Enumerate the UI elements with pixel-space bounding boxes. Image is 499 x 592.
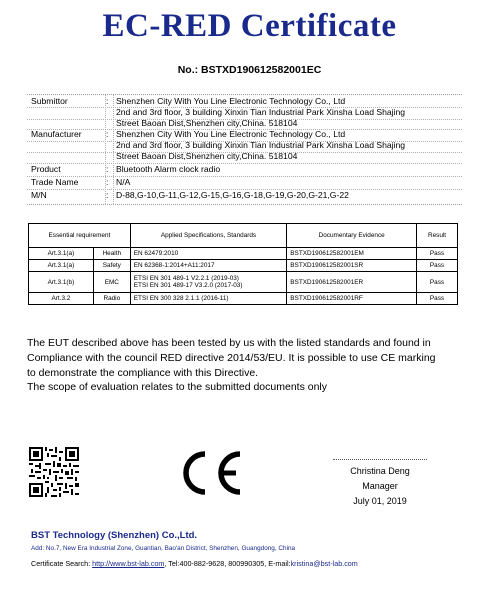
cell-article: Art.3.1(b) — [29, 272, 94, 293]
statement-line: to demonstrate the compliance with this Directive. — [27, 366, 259, 379]
cell-category: Health — [93, 248, 130, 260]
website-link[interactable]: http://www.bst-lab.com — [92, 559, 165, 568]
info-value-line: Street Baoan Dist,Shenzhen city,China. 518104 — [116, 151, 298, 161]
cell-category: Radio — [93, 293, 130, 305]
header-applied-specifications: Applied Specifications, Standards — [130, 224, 287, 248]
info-separator: : — [106, 177, 109, 187]
info-block — [27, 94, 462, 205]
requirements-table — [28, 223, 458, 305]
cell-evidence: BSTXD190612582001RF — [287, 293, 417, 305]
cell-category: EMC — [93, 272, 130, 293]
info-label: M/N — [31, 190, 47, 200]
compliance-statement — [27, 336, 472, 395]
cell-article: Art.3.1(a) — [29, 248, 94, 260]
cell-result: Pass — [417, 260, 458, 272]
info-value-line: Street Baoan Dist,Shenzhen city,China. 518104 — [116, 118, 298, 128]
table-row — [29, 260, 458, 272]
cell-result: Pass — [417, 248, 458, 260]
info-separator: : — [106, 96, 109, 106]
statement-line: The scope of evaluation relates to the submitted documents only — [27, 381, 328, 394]
cell-standards: EN 62479:2010 — [130, 248, 287, 260]
table-row — [29, 272, 458, 293]
info-value-line: N/A — [116, 177, 131, 187]
table-row — [29, 248, 458, 260]
info-value-line: D-88,G-10,G-11,G-12,G-15,G-16,G-18,G-19,G-20,G-21,G-22 — [116, 190, 349, 200]
cell-article: Art.3.1(a) — [29, 260, 94, 272]
info-value-line: Shenzhen City With You Line Electronic Technology Co., Ltd — [116, 129, 346, 139]
cell-evidence: BSTXD190612582001EM — [287, 248, 417, 260]
certificate-search — [31, 559, 358, 568]
statement-line: The EUT described above has been tested by us with the listed standards and found in — [27, 337, 431, 349]
cell-result: Pass — [417, 293, 458, 305]
company-name: BST Technology (Shenzhen) Co.,Ltd. — [31, 530, 198, 541]
contact-tel: , Tel:400-882-9628, 800990305, E-mail: — [164, 559, 291, 568]
info-value-line: 2nd and 3rd floor, 3 building Xinxin Tian Industrial Park Xinsha Load Shajing — [116, 107, 406, 117]
signature-date: July 01, 2019 — [353, 496, 407, 506]
info-label: Product — [31, 164, 61, 174]
email-link[interactable]: kristina@bst-lab.com — [290, 559, 358, 568]
company-address: Add: No.7, New Era Industrial Zone, Guantian, Bao'an District, Shenzhen, Guangdong, China — [31, 545, 296, 552]
certificate-number: No.: BSTXD190612582001EC — [177, 64, 322, 76]
ce-mark-icon — [178, 450, 244, 496]
search-label: Certificate Search: — [31, 559, 91, 568]
header-result: Result — [417, 224, 458, 248]
cell-standards: EN 62368-1:2014+A11:2017 — [130, 260, 287, 272]
cell-standards: ETSI EN 300 328 2.1.1 (2016-11) — [130, 293, 287, 305]
info-separator: : — [106, 190, 109, 200]
cell-result: Pass — [417, 272, 458, 293]
cell-article: Art.3.2 — [29, 293, 94, 305]
table-row — [29, 293, 458, 305]
signature-line — [333, 459, 427, 460]
standard-line: ETSI EN 301 489-1 V2.2.1 (2019-03) — [133, 275, 239, 282]
info-separator: : — [106, 129, 109, 139]
cell-category: Safety — [93, 260, 130, 272]
header-essential-requirement: Essential requirement — [29, 224, 131, 248]
cell-evidence: BSTXD190612582001SR — [287, 260, 417, 272]
cell-standards — [130, 272, 287, 293]
info-value-line: Bluetooth Alarm clock radio — [116, 164, 221, 174]
info-value-line: Shenzhen City With You Line Electronic Technology Co., Ltd — [116, 96, 346, 106]
signatory-name: Christina Deng — [350, 466, 410, 476]
signatory-title: Manager — [362, 481, 398, 491]
info-label: Submittor — [31, 96, 68, 106]
info-separator: : — [106, 164, 109, 174]
qr-code-icon — [29, 447, 79, 497]
info-label: Trade Name — [31, 177, 79, 187]
statement-line: Compliance with the council RED directive 2014/53/EU. It is possible to use CE marking — [27, 351, 436, 364]
info-value-line: 2nd and 3rd floor, 3 building Xinxin Tian Industrial Park Xinsha Load Shajing — [116, 140, 406, 150]
header-documentary-evidence: Documentary Evidence — [287, 224, 417, 248]
certificate-title: EC-RED Certificate — [102, 8, 397, 44]
table-header-row — [29, 224, 458, 248]
standard-line: ETSI EN 301 489-17 V3.2.0 (2017-03) — [133, 282, 243, 289]
cell-evidence: BSTXD190612582001ER — [287, 272, 417, 293]
info-label: Manufacturer — [31, 129, 82, 139]
